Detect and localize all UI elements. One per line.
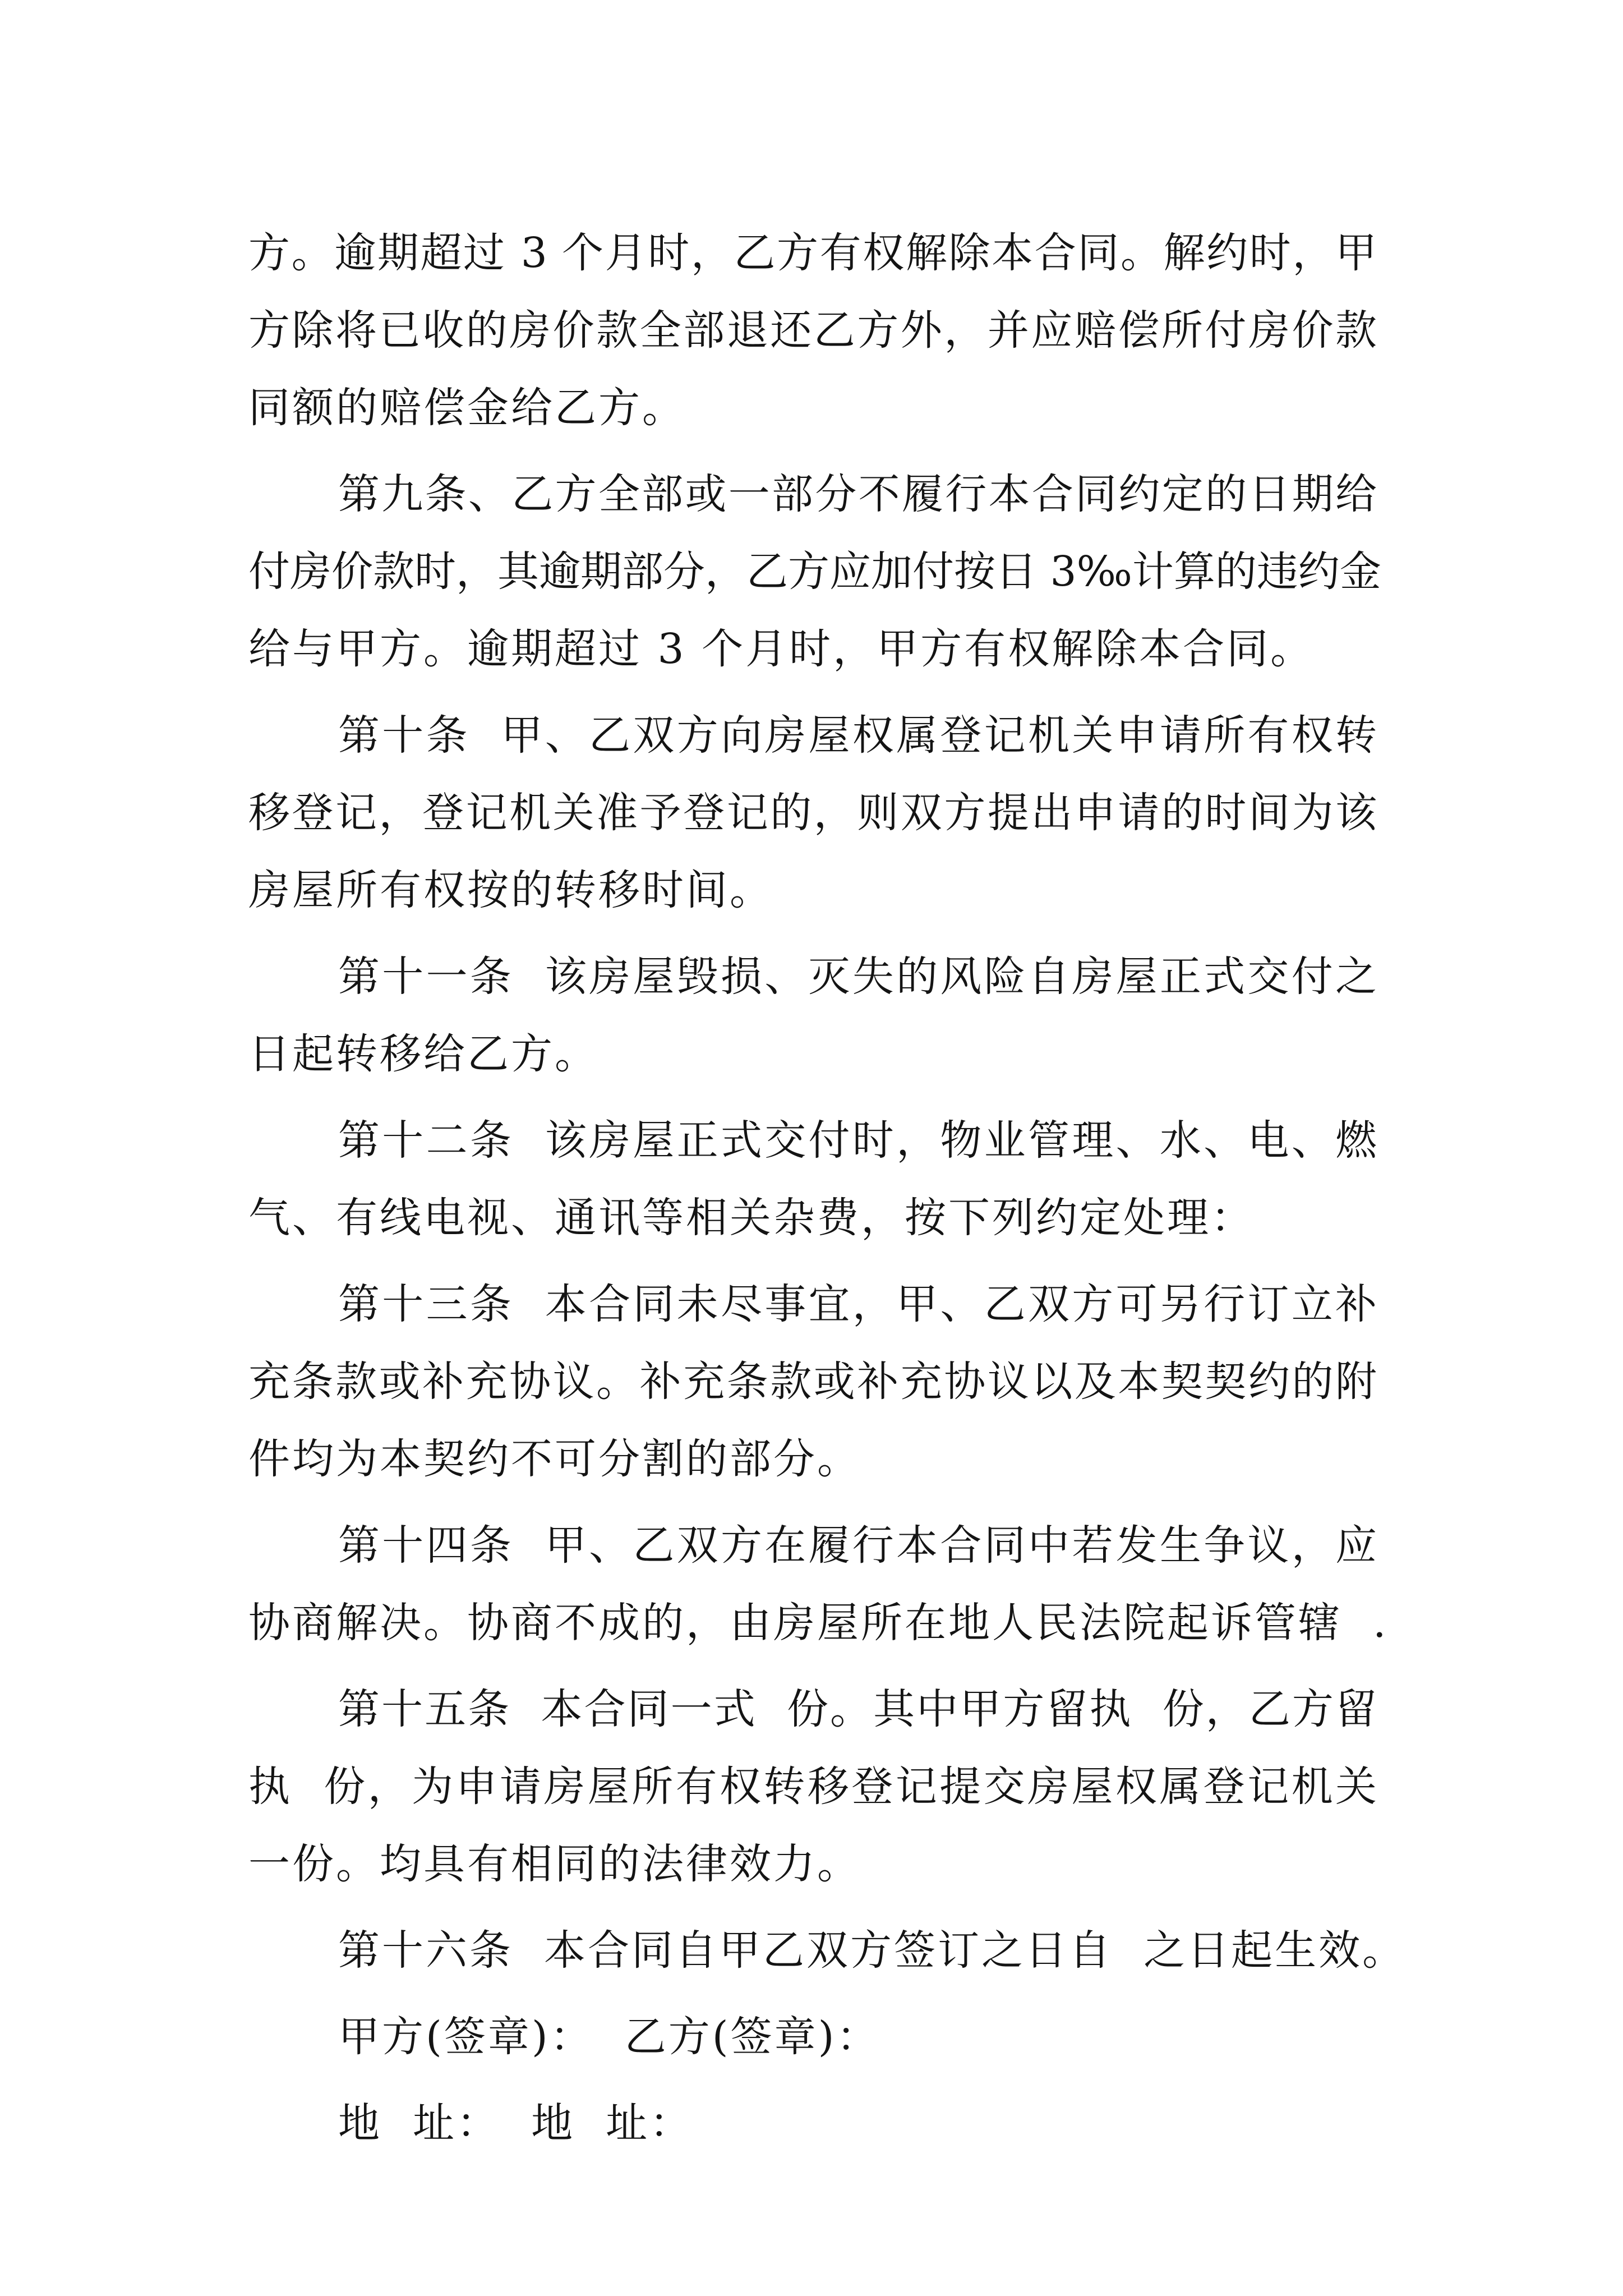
paragraph-article-10 — [248, 697, 1377, 929]
text-line: 第十六条 本合同自甲乙双方签订之日自 之日起生效。 — [338, 1926, 1407, 1975]
paragraph-article-13 — [248, 1266, 1377, 1498]
paragraph-article-8-continued — [248, 214, 1377, 447]
text-line: 气、有线电视、通讯等相关杂费，按下列约定处理： — [248, 1194, 1255, 1242]
text-line: 第十四条 甲、乙双方在履行本合同中若发生争议，应 — [338, 1521, 1377, 1570]
party-a-address-label: 地 址： — [338, 2099, 501, 2147]
text-line: 方除将已收的房价款全部退还乙方外，并应赔偿所付房价款 — [248, 306, 1377, 355]
text-line: 第十一条 该房屋毁损、灭失的风险自房屋正式交付之 — [338, 953, 1377, 1001]
text-line: 移登记，登记机关准予登记的，则双方提出申请的时间为该 — [248, 789, 1377, 837]
text-line: 第十五条 本合同一式 份。其中甲方留执 份，乙方留 — [338, 1685, 1377, 1733]
text-line: 日起转移给乙方。 — [248, 1030, 598, 1078]
party-a-signature-label: 甲方(签章)： — [338, 2013, 594, 2061]
text-line: 给与甲方。逾期超过 3 个月时，甲方有权解除本合同。 — [248, 625, 1315, 673]
text-line: 充条款或补充协议。补充条款或补充协议以及本契契约的附 — [248, 1358, 1377, 1406]
text-line: 同额的赔偿金给乙方。 — [248, 384, 686, 432]
text-line: 第十条 甲、乙双方向房屋权属登记机关申请所有权转 — [338, 711, 1377, 760]
text-line: 第十三条 本合同未尽事宜，甲、乙双方可另行订立补 — [338, 1280, 1377, 1328]
document-body — [248, 214, 1407, 2162]
party-b-address-label: 地 址： — [531, 2099, 694, 2147]
paragraph-article-11 — [248, 938, 1377, 1093]
paragraph-article-9 — [248, 455, 1381, 688]
text-line: 件均为本契约不可分割的部分。 — [248, 1435, 861, 1483]
address-row — [248, 2085, 1377, 2162]
signature-row — [248, 1998, 1377, 2076]
text-line: 协商解决。协商不成的，由房屋所在地人民法院起诉管辖 . — [248, 1599, 1389, 1647]
text-line: 房屋所有权按的转移时间。 — [248, 866, 773, 914]
text-line: 执 份，为申请房屋所有权转移登记提交房屋权属登记机关 — [248, 1763, 1377, 1811]
text-line: 方。逾期超过 3 个月时，乙方有权解除本合同。解约时，甲 — [248, 229, 1377, 277]
paragraph-article-16 — [248, 1912, 1407, 1989]
paragraph-article-14 — [248, 1507, 1389, 1662]
text-line: 一份。均具有相同的法律效力。 — [248, 1840, 861, 1888]
paragraph-article-15 — [248, 1671, 1377, 1903]
text-line: 第十二条 该房屋正式交付时，物业管理、水、电、燃 — [338, 1116, 1377, 1165]
text-line: 付房价款时，其逾期部分，乙方应加付按日 3‰计算的违约金 — [248, 547, 1381, 596]
text-line: 第九条、乙方全部或一部分不履行本合同约定的日期给 — [338, 470, 1377, 518]
party-b-signature-label: 乙方(签章)： — [624, 2013, 880, 2061]
paragraph-article-12 — [248, 1102, 1377, 1257]
